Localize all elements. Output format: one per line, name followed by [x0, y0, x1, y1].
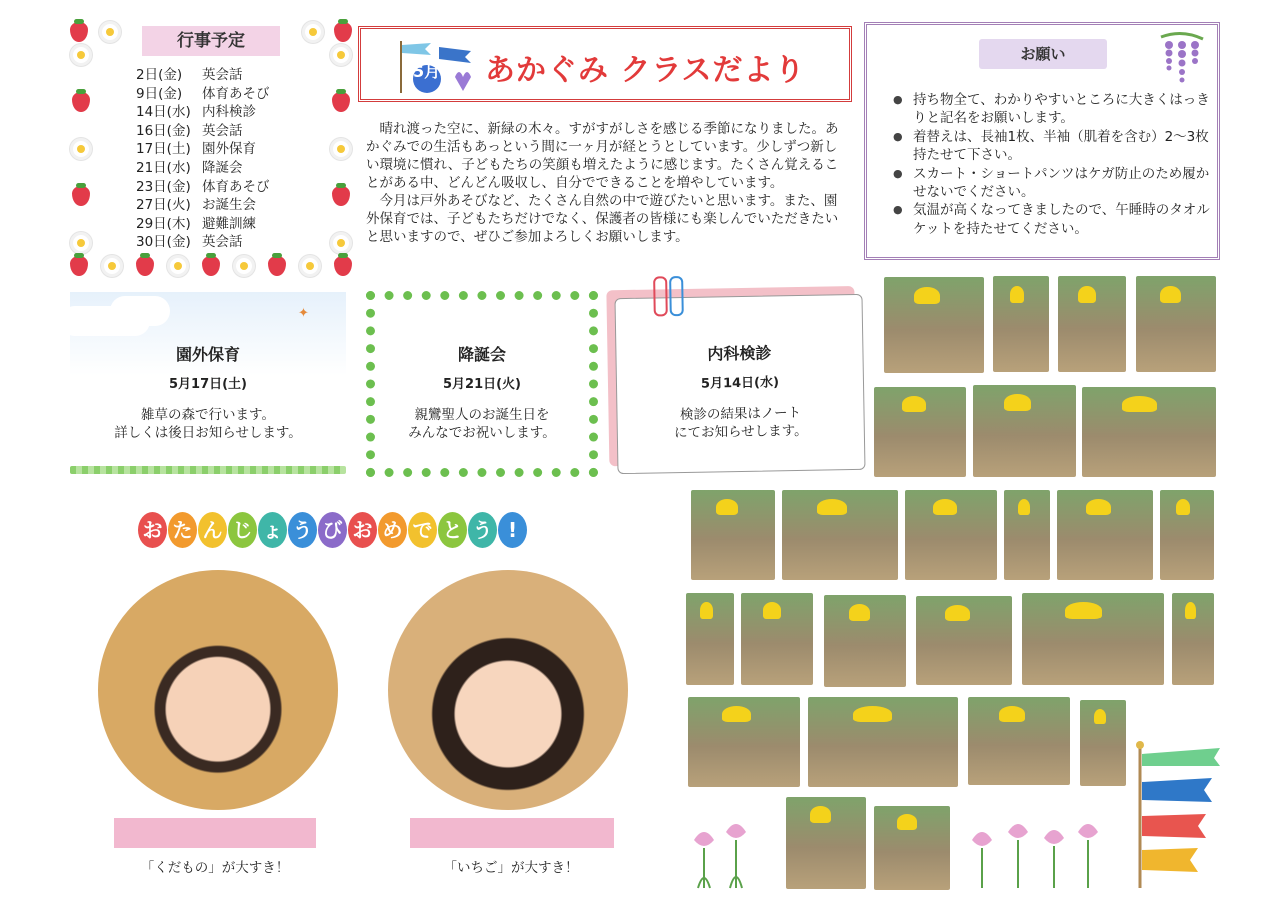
event-card-checkup: [614, 294, 865, 474]
paperclip-icon: [653, 276, 668, 316]
class-photo: [1004, 490, 1050, 580]
class-photo: [1172, 593, 1214, 685]
schedule-date: 23日(金): [136, 178, 191, 195]
event-card-buddha-birthday: [366, 291, 598, 477]
event-date: 5月21日(火): [442, 377, 522, 392]
paperclip-icon: [669, 276, 684, 316]
class-photo: [968, 697, 1070, 785]
event-date: 5月14日(水): [700, 375, 780, 392]
iris-flower-icon: [690, 818, 760, 890]
schedule-event: 内科検診: [202, 104, 256, 121]
schedule-date: 17日(土): [136, 141, 191, 158]
child-photo: [388, 570, 628, 810]
class-photo: [993, 276, 1049, 372]
birthday-title-char: び: [318, 512, 347, 548]
class-photo: [824, 595, 906, 687]
strawberry-icon: [70, 22, 88, 42]
schedule-item: [136, 122, 270, 141]
child-name-bar: [410, 818, 614, 848]
class-photo: [884, 277, 984, 373]
class-photo: [1160, 490, 1214, 580]
class-photo: [691, 490, 775, 580]
request-item: ● 持ち物全て、わかりやすいところに大きくはっきりと記名をお願いします。: [891, 91, 1211, 128]
child-photo: [98, 570, 338, 810]
birthday-title-char: じ: [228, 512, 257, 548]
schedule-event: 英会話: [202, 67, 243, 83]
birthday-title-char: で: [408, 512, 437, 548]
schedule-date: 16日(金): [136, 122, 191, 139]
flower-icon: [330, 232, 352, 254]
request-item: ● スカート・ショートパンツはケガ防止のため履かせないでください。: [891, 165, 1211, 202]
birthday-title-char: ん: [198, 512, 227, 548]
schedule-item: [136, 159, 270, 178]
class-photo: [1058, 276, 1126, 372]
birthday-title-char: と: [438, 512, 467, 548]
class-photo: [786, 797, 866, 889]
event-description: 雑草の森で行います。 詳しくは後日お知らせします。: [114, 407, 302, 441]
birthday-title-char: お: [348, 512, 377, 548]
event-description: 親鸞聖人のお誕生日を みんなでお祝いします。: [408, 407, 556, 441]
schedule-item: [136, 233, 270, 252]
bird-icon: ✦: [298, 306, 309, 321]
schedule-item: [136, 178, 270, 197]
class-photo: [688, 697, 800, 787]
birthday-title-char: た: [168, 512, 197, 548]
flower-icon: [302, 21, 324, 43]
class-photo: [1082, 387, 1216, 477]
child-likes: 「くだもの」が大すき！: [140, 860, 290, 876]
flower-icon: [167, 255, 189, 277]
month-badge: 5月: [413, 62, 441, 81]
schedule-item: [136, 215, 270, 234]
birthday-title: [138, 512, 527, 552]
schedule-border-bottom: [70, 254, 352, 278]
strawberry-icon: [72, 186, 90, 206]
class-photo: [973, 385, 1076, 477]
requests-title: お願い: [979, 39, 1107, 69]
schedule-date: 2日(金): [136, 67, 183, 83]
class-photo: [1080, 700, 1126, 786]
event-description: 検診の結果はノート にてお知らせします。: [673, 404, 808, 442]
strawberry-icon: [268, 256, 286, 276]
schedule-item: [136, 196, 270, 215]
schedule-event: お誕生会: [202, 197, 256, 214]
class-photo: [1057, 490, 1153, 580]
strawberry-icon: [334, 22, 352, 42]
cloud-decoration: [110, 296, 170, 326]
request-item: ● 着替えは、長袖1枚、半袖（肌着を含む）2～3枚持たせて下さい。: [891, 128, 1211, 165]
schedule-date: 27日(火): [136, 197, 191, 214]
schedule-item: [136, 140, 270, 159]
newsletter-header: [358, 26, 852, 102]
flower-icon: [101, 255, 123, 277]
schedule-item: [136, 85, 270, 104]
schedule-box: [70, 20, 352, 278]
event-date: 5月17日(土): [168, 377, 248, 392]
schedule-event: 英会話: [202, 122, 243, 139]
class-photo: [1022, 593, 1164, 685]
class-photo: [782, 490, 898, 580]
birthday-title-char: !: [498, 512, 527, 548]
schedule-date: 21日(水): [136, 159, 191, 176]
schedule-item: [136, 103, 270, 122]
schedule-item: [136, 66, 270, 85]
carp-streamer-icon: [1132, 740, 1224, 890]
schedule-date: 30日(金): [136, 234, 191, 251]
schedule-title: 行事予定: [142, 26, 280, 56]
schedule-border-left: [70, 44, 92, 254]
strawberry-icon: [202, 256, 220, 276]
strawberry-icon: [70, 256, 88, 276]
intro-text: [366, 120, 846, 246]
requests-box: [864, 22, 1220, 260]
birthday-title-char: う: [468, 512, 497, 548]
schedule-event: 体育あそび: [202, 178, 270, 195]
class-photo: [874, 806, 950, 890]
class-photo: [1136, 276, 1216, 372]
flower-icon: [70, 232, 92, 254]
class-photo: [905, 490, 997, 580]
birthday-title-char: う: [288, 512, 317, 548]
flower-icon: [99, 21, 121, 43]
class-photo: [686, 593, 734, 685]
event-title: 園外保育: [175, 345, 240, 364]
schedule-border-right: [330, 44, 352, 254]
birthday-title-char: お: [138, 512, 167, 548]
schedule-event: 園外保育: [202, 141, 256, 158]
schedule-event: 英会話: [202, 234, 243, 251]
birthday-title-char: ょ: [258, 512, 287, 548]
event-card-outing: [70, 292, 346, 478]
child-name-bar: [114, 818, 316, 848]
flower-icon: [70, 44, 92, 66]
flower-icon: [330, 44, 352, 66]
wisteria-icon: [1157, 31, 1207, 93]
intro-paragraph: 晴れ渡った空に、新緑の木々。すがすがしさを感じる季節になりました。あかぐみでの生活もあっという間に一ヶ月が経とうとしています。少しずつ新しい環境に慣れ、子どもたちの笑顔も増えたように感じます。たくさん覚えることがある中、どんどん吸収し、自分でできることを増やしています。: [366, 121, 839, 191]
grass-decoration: [70, 466, 346, 474]
schedule-event: 避難訓練: [202, 215, 256, 232]
flower-icon: [70, 138, 92, 160]
page-title: あかぐみ クラスだより: [485, 53, 806, 88]
event-title: 降誕会: [457, 345, 506, 364]
birthday-title-char: め: [378, 512, 407, 548]
flower-icon: [233, 255, 255, 277]
strawberry-icon: [136, 256, 154, 276]
schedule-date: 9日(金): [136, 85, 183, 102]
strawberry-icon: [334, 256, 352, 276]
class-photo: [808, 697, 958, 787]
class-photo: [874, 387, 966, 477]
class-photo: [916, 596, 1012, 685]
flower-icon: [299, 255, 321, 277]
schedule-date: 29日(木): [136, 215, 191, 232]
request-item: ● 気温が高くなってきましたので、午睡時のタオルケットを持たせてください。: [891, 201, 1211, 238]
strawberry-icon: [332, 186, 350, 206]
requests-list: [891, 91, 1211, 238]
flower-icon: [330, 138, 352, 160]
schedule-event: 体育あそび: [202, 85, 270, 102]
schedule-date: 14日(水): [136, 104, 191, 121]
iris-flower-icon: [968, 818, 1108, 890]
intro-paragraph: 今月は戸外あそびなど、たくさん自然の中で遊びたいと思います。また、園外保育では、子どもたちだけでなく、保護者の皆様にも楽しんでいただきたいと思いますので、ぜひご参加よろしくお願いします。: [366, 193, 839, 245]
event-title: 内科検診: [707, 343, 772, 364]
schedule-event: 降誕会: [202, 159, 243, 176]
strawberry-icon: [72, 92, 90, 112]
strawberry-icon: [332, 92, 350, 112]
class-photo: [741, 593, 813, 685]
child-likes: 「いちご」が大すき！: [443, 860, 579, 876]
schedule-list: [136, 66, 270, 252]
